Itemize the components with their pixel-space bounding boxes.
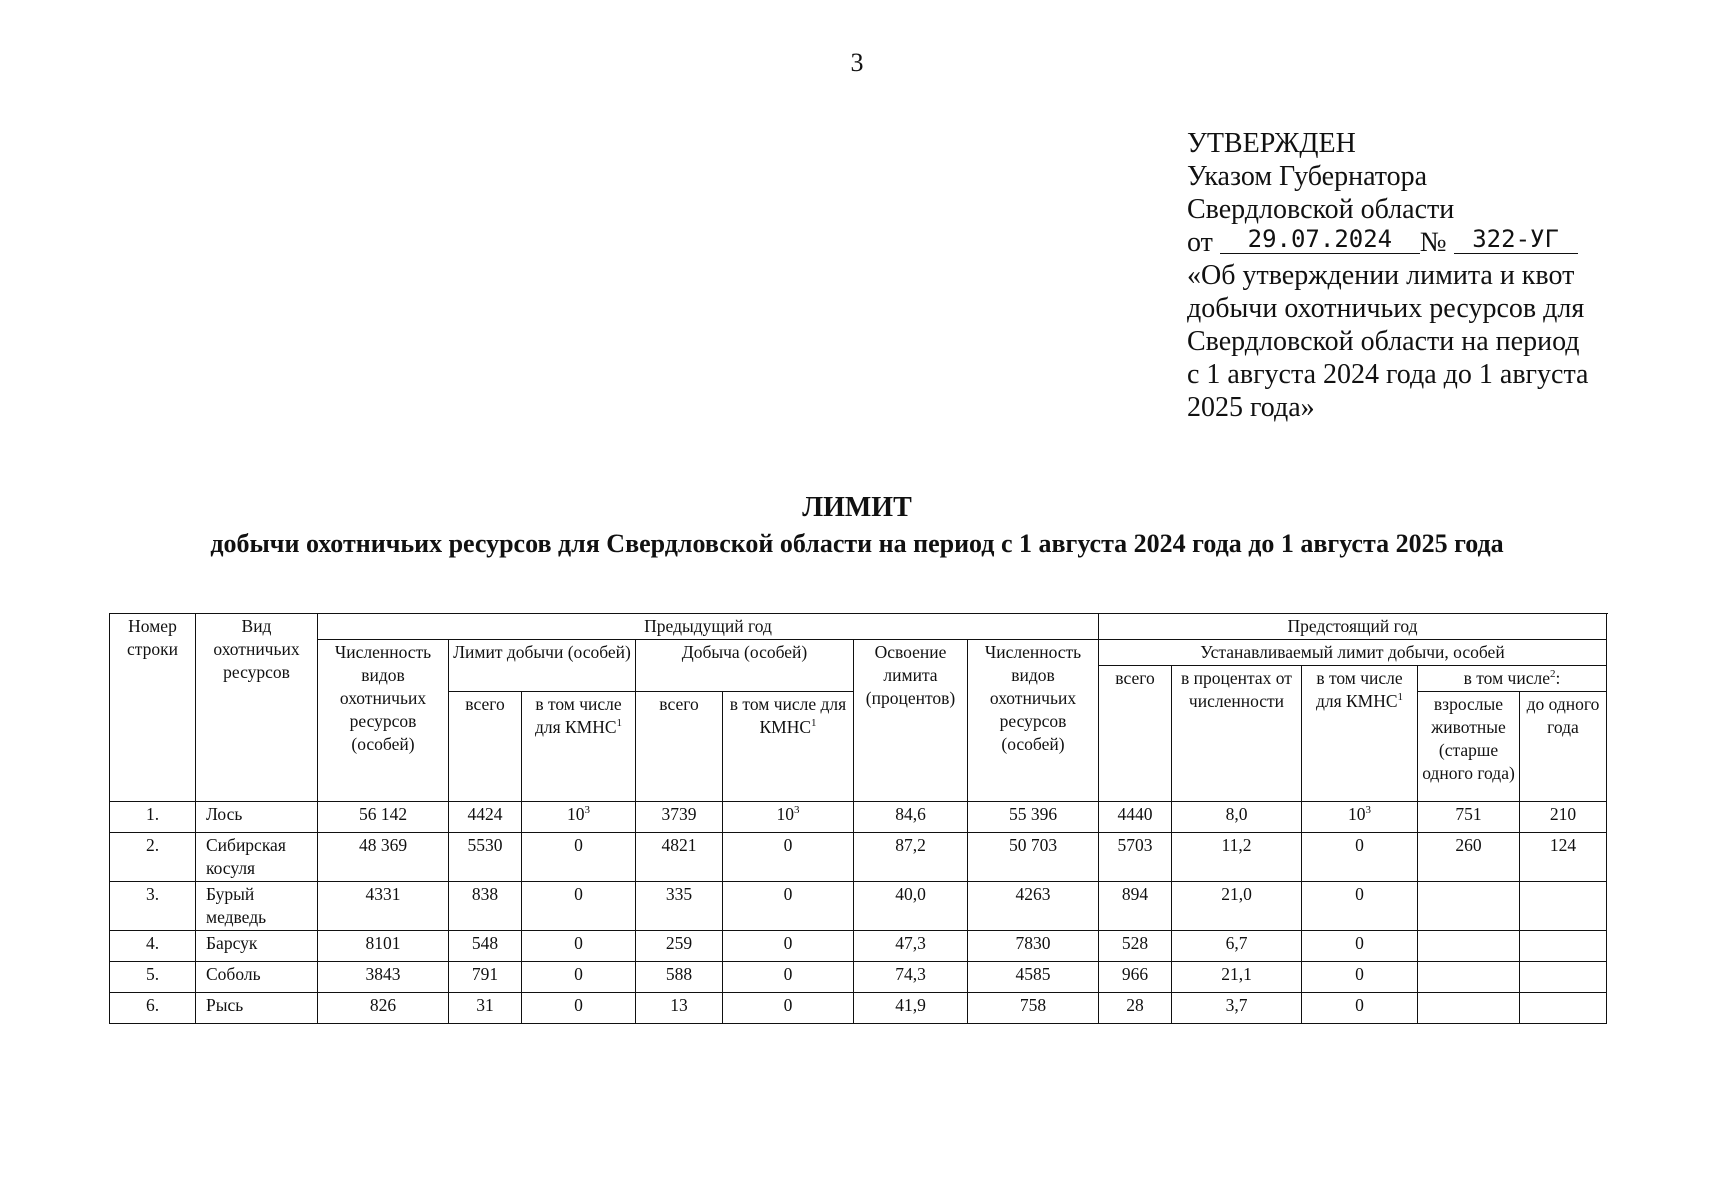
header-adults: взрослые животные (старше одного года) [1418,692,1520,802]
next-population-cell: 50 703 [968,833,1099,882]
header-of-which: в том числе$^2$: [1418,666,1607,692]
approval-stamp [1187,127,1617,424]
prev-limit-kmns-cell: 0 [522,882,636,931]
adults-cell: 260 [1418,833,1520,882]
set-total-cell: 28 [1099,993,1172,1024]
set-total-cell: 5703 [1099,833,1172,882]
under-one-cell [1520,931,1607,962]
next-population-cell: 7830 [968,931,1099,962]
prev-population-cell: 4331 [318,882,449,931]
under-one-cell: 124 [1520,833,1607,882]
prev-limit-kmns-cell: 0 [522,993,636,1024]
adults-cell: 751 [1418,802,1520,833]
prev-limit-total-cell: 548 [449,931,522,962]
under-one-cell [1520,993,1607,1024]
set-total-cell: 966 [1099,962,1172,993]
decree-title-line: «Об утверждении лимита и квот [1187,260,1575,291]
header-previous-year: Предыдущий год [318,614,1099,640]
set-percent-cell: 21,0 [1172,882,1302,931]
under-one-cell [1520,962,1607,993]
prev-population-cell: 826 [318,993,449,1024]
approval-date-number-line [1187,226,1617,259]
adults-cell [1418,993,1520,1024]
document-title: ЛИМИТ [802,492,912,523]
set-kmns-cell: $10^3$ [1302,802,1418,833]
decree-date: 29.07.2024 [1220,225,1420,254]
decree-title-line: 2025 года» [1187,392,1315,423]
harvest-total-cell: 335 [636,882,723,931]
header-set-total: всего [1099,666,1172,802]
set-kmns-cell: 0 [1302,833,1418,882]
prev-limit-total-cell: 4424 [449,802,522,833]
prev-limit-total-cell: 31 [449,993,522,1024]
prev-limit-kmns-cell: 0 [522,931,636,962]
harvest-kmns-cell: 0 [723,882,854,931]
harvest-total-cell: 259 [636,931,723,962]
next-population-cell: 55 396 [968,802,1099,833]
row-number-cell: 4. [110,931,196,962]
limit-use-cell: 40,0 [854,882,968,931]
decree-title-line: добычи охотничьих ресурсов для [1187,293,1585,324]
species-name-cell: Лось [196,802,318,833]
adults-cell [1418,931,1520,962]
set-percent-cell: 8,0 [1172,802,1302,833]
harvest-kmns-cell: 0 [723,833,854,882]
decree-title-line: Свердловской области на период [1187,326,1580,357]
header-set-percent: в процентах от численности [1172,666,1302,802]
limit-use-cell: 87,2 [854,833,968,882]
limit-use-cell: 41,9 [854,993,968,1024]
species-name-cell: Бурый медведь [196,882,318,931]
row-number-cell: 5. [110,962,196,993]
limit-use-cell: 84,6 [854,802,968,833]
table-row [110,802,1607,833]
table-row [110,833,1607,882]
set-kmns-cell: 0 [1302,962,1418,993]
prev-limit-kmns-cell: 0 [522,962,636,993]
set-percent-cell: 11,2 [1172,833,1302,882]
row-number-cell: 6. [110,993,196,1024]
table-row [110,993,1607,1024]
set-kmns-cell: 0 [1302,882,1418,931]
species-name-cell: Соболь [196,962,318,993]
species-name-cell: Сибирская косуля [196,833,318,882]
header-prev-limit-kmns: в том числе для КМНС$^1$ [522,692,636,802]
approval-region: Свердловской области [1187,194,1455,225]
row-number-cell: 1. [110,802,196,833]
harvest-total-cell: 588 [636,962,723,993]
prev-population-cell: 3843 [318,962,449,993]
harvest-kmns-cell: 0 [723,993,854,1024]
decree-title-line: с 1 августа 2024 года до 1 августа [1187,359,1589,390]
prev-limit-kmns-cell: $10^3$ [522,802,636,833]
header-set-kmns: в том числе для КМНС$^1$ [1302,666,1418,802]
header-upcoming-year: Предстоящий год [1099,614,1607,640]
header-next-population: Численность видов охотничьих ресурсов (особей) [968,640,1099,802]
prev-population-cell: 56 142 [318,802,449,833]
set-kmns-cell: 0 [1302,993,1418,1024]
prev-population-cell: 8101 [318,931,449,962]
header-limit-use: Освоение лимита (процентов) [854,640,968,802]
limits-table [109,613,1607,1024]
harvest-kmns-cell: 0 [723,931,854,962]
set-kmns-cell: 0 [1302,931,1418,962]
row-number-cell: 2. [110,833,196,882]
number-label: № [1419,227,1447,258]
header-harvest-total: всего [636,692,723,802]
table-row [110,962,1607,993]
harvest-total-cell: 4821 [636,833,723,882]
document-heading [0,490,1714,562]
adults-cell [1418,962,1520,993]
from-label: от [1187,227,1213,258]
species-name-cell: Барсук [196,931,318,962]
under-one-cell [1520,882,1607,931]
under-one-cell: 210 [1520,802,1607,833]
limit-use-cell: 74,3 [854,962,968,993]
next-population-cell: 4585 [968,962,1099,993]
set-total-cell: 4440 [1099,802,1172,833]
set-percent-cell: 6,7 [1172,931,1302,962]
next-population-cell: 758 [968,993,1099,1024]
header-row-number: Номер строки [110,614,196,802]
set-total-cell: 894 [1099,882,1172,931]
harvest-total-cell: 3739 [636,802,723,833]
header-under-one: до одного года [1520,692,1607,802]
header-prev-harvest: Добыча (особей) [636,640,854,692]
prev-limit-kmns-cell: 0 [522,833,636,882]
set-percent-cell: 21,1 [1172,962,1302,993]
adults-cell [1418,882,1520,931]
approval-title: УТВЕРЖДЕН [1187,128,1356,159]
table-row [110,931,1607,962]
set-percent-cell: 3,7 [1172,993,1302,1024]
header-prev-limit-total: всего [449,692,522,802]
set-total-cell: 528 [1099,931,1172,962]
document-subtitle: добычи охотничьих ресурсов для Свердловской области на период с 1 августа 2024 года до 1 августа 2025 года [210,529,1504,558]
page-number: 3 [850,48,864,77]
prev-population-cell: 48 369 [318,833,449,882]
next-population-cell: 4263 [968,882,1099,931]
header-set-limit: Устанавливаемый лимит добычи, особей [1099,640,1607,666]
prev-limit-total-cell: 5530 [449,833,522,882]
header-harvest-kmns: в том числе для КМНС$^1$ [723,692,854,802]
header-species: Вид охотничьих ресурсов [196,614,318,802]
approval-authority: Указом Губернатора [1187,161,1428,192]
prev-limit-total-cell: 791 [449,962,522,993]
prev-limit-total-cell: 838 [449,882,522,931]
row-number-cell: 3. [110,882,196,931]
species-name-cell: Рысь [196,993,318,1024]
table-row [110,882,1607,931]
harvest-kmns-cell: 0 [723,962,854,993]
header-prev-population: Численность видов охотничьих ресурсов (особей) [318,640,449,802]
limit-use-cell: 47,3 [854,931,968,962]
header-prev-limit: Лимит добычи (особей) [449,640,636,692]
harvest-kmns-cell: $10^3$ [723,802,854,833]
harvest-total-cell: 13 [636,993,723,1024]
decree-number: 322-УГ [1454,225,1578,254]
